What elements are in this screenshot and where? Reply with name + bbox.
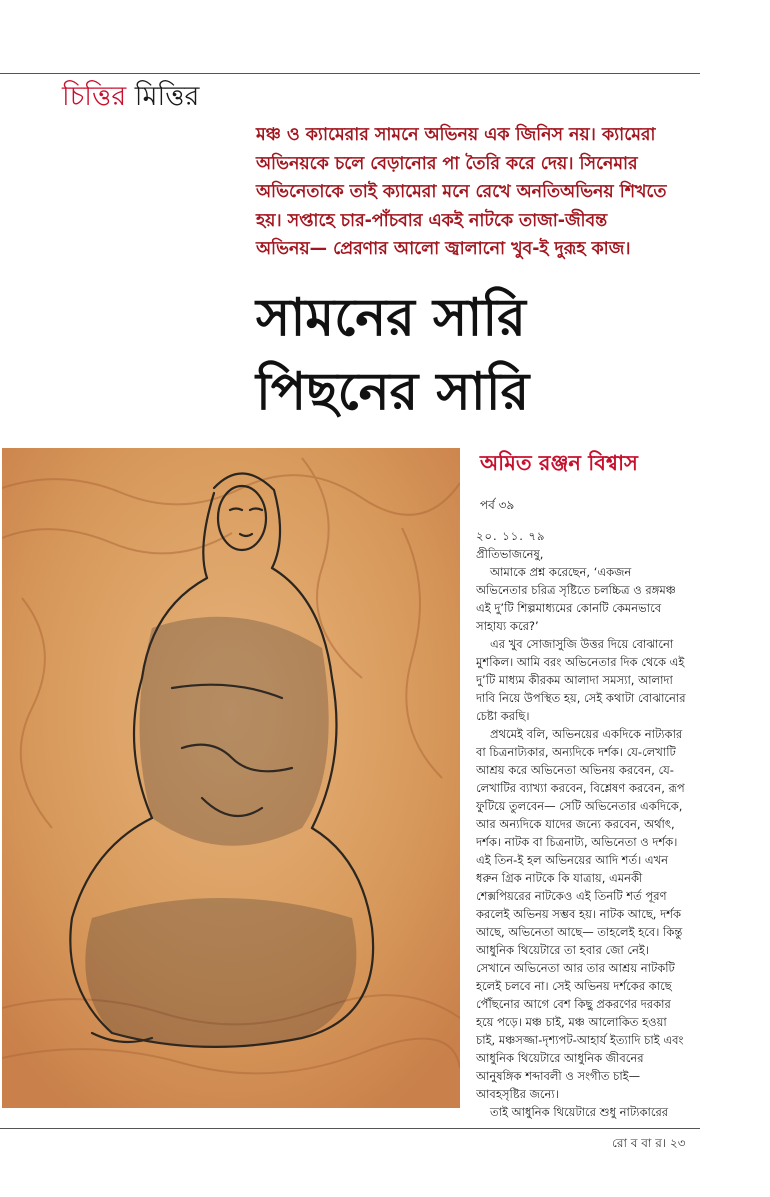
section-heading [62, 80, 199, 114]
body-line: দর্শক। নাটক বা চিত্রনাট্য, অভিনেতা ও দর্শক। [476, 835, 678, 849]
body-line: আমাকে প্রশ্ন করেছেন, ‘একজন [490, 565, 632, 579]
letter-salutation: প্রীতিভাজনেষু, [476, 547, 544, 561]
body-line: মুশকিল। আমি বরং অভিনেতার দিক থেকে এই [476, 655, 685, 669]
article-title [256, 281, 696, 429]
body-line: পৌঁছনোর আগে বেশ কিছু প্রকরণের দরকার [476, 997, 671, 1011]
body-line: লেখাটির ব্যাখ্যা করবেন, বিশ্লেষণ করবেন, রূপ [476, 781, 685, 795]
body-line: প্রথমেই বলি, অভিনয়ের একদিকে নাট্যকার [490, 727, 683, 741]
body-line: দাবি নিয়ে উপস্থিত হয়, সেই কথাটা বোঝানোর [476, 691, 686, 705]
body-line: শেক্সপিয়রের নাটকেও এই তিনটি শর্ত পূরণ [476, 889, 667, 903]
page-footer: রো ব বা র। ২৩ [612, 1136, 686, 1150]
seated-woman-sketch [2, 448, 460, 1108]
title-line-1: সামনের সারি [256, 288, 526, 348]
body-line: এর খুব সোজাসুজি উত্তর দিয়ে বোঝানো [490, 637, 674, 651]
body-line: আধুনিক থিয়েটারে তা হবার জো নেই। [476, 943, 649, 957]
section-heading-red: চিত্তির [62, 81, 127, 112]
body-line: চাই, মঞ্চসজ্জা-দৃশ্যপট-আহার্য ইত্যাদি চাই এবং [476, 1033, 684, 1047]
body-line: হলেই চলবে না। সেই অভিনয় দর্শকের কাছে [476, 979, 672, 993]
body-line: এই দু’টি শিল্পমাধ্যমের কোনটি কেমনভাবে [476, 601, 662, 615]
intro-line: হয়। সপ্তাহে চার-পাঁচবার একই নাটকে তাজা-জীবন্ত [256, 210, 608, 231]
body-line: আশ্রয় করে অভিনেতা অভিনয় করবেন, যে- [476, 763, 674, 777]
body-line: সাহায্য করে?’ [476, 619, 539, 633]
letter-date: ২০. ১১. ৭৯ [476, 529, 546, 543]
intro-line: অভিনেতাকে তাই ক্যামেরা মনে রেখে অনতিঅভিনয় শিখতে [256, 182, 667, 202]
letter-body [476, 527, 706, 1121]
body-line: এই তিন-ই হল অভিনয়ের আদি শর্ত। এখন [476, 853, 669, 867]
body-line: তাই আধুনিক থিয়েটারে শুধু নাট্যকারের [490, 1105, 669, 1119]
body-line: করলেই অভিনয় সম্ভব হয়। নাটক আছে, দর্শক [476, 907, 682, 921]
body-line: আবহসৃষ্টির জন্যে। [476, 1087, 559, 1101]
body-line: আধুনিক থিয়েটারে আধুনিক জীবনের [476, 1051, 644, 1065]
body-line: বা চিত্রনাট্যকার, অন্যদিকে দর্শক। যে-লেখাটি [476, 745, 676, 759]
intro-line: মঞ্চ ও ক্যামেরার সামনে অভিনয় এক জিনিস নয়। ক্যামেরা [256, 125, 656, 145]
body-line: চেষ্টা করছি। [476, 709, 530, 723]
body-line: ধরুন গ্রিক নাটকে কি যাত্রায়, এমনকী [476, 871, 643, 885]
artwork-painting [2, 448, 460, 1108]
body-line: হয়ে পড়ে। মঞ্চ চাই, মঞ্চ আলোকিত হওয়া [476, 1015, 667, 1029]
body-line: অভিনেতার চরিত্র সৃষ্টিতে চলচ্চিত্র ও রঙ্গমঞ্চ [476, 583, 676, 597]
top-rule [0, 73, 700, 74]
title-line-2: পিছনের সারি [256, 362, 530, 422]
intro-line: অভিনয়কে চলে বেড়ানোর পা তৈরি করে দেয়। সিনেমার [256, 153, 638, 174]
section-heading-black: মিত্তির [134, 81, 200, 112]
body-line: ফুটিয়ে তুলবেন— সেটি অভিনেতার একদিকে, [476, 799, 683, 813]
intro-standfirst [256, 121, 696, 264]
author-byline: অমিত রঞ্জন বিশ্বাস [480, 451, 638, 475]
body-line: দু’টি মাধ্যম কীরকম আলাদা সমস্যা, আলাদা [476, 673, 673, 687]
body-line: সেখানে অভিনেতা আর তার আশ্রয় নাটকটি [476, 961, 675, 975]
body-line: আছে, অভিনেতা আছে— তাহলেই হবে। কিন্তু [476, 925, 683, 939]
body-line: আর অন্যদিকে যাদের জন্যে করবেন, অর্থাৎ, [476, 817, 675, 831]
part-number: পর্ব ৩৯ [480, 498, 515, 512]
body-line: আনুষঙ্গিক শব্দাবলী ও সংগীত চাই— [476, 1069, 641, 1083]
intro-line: অভিনয়— প্রেরণার আলো জ্বালানো খুব-ই দুরূহ কাজ। [256, 239, 631, 259]
bottom-rule [0, 1128, 700, 1129]
